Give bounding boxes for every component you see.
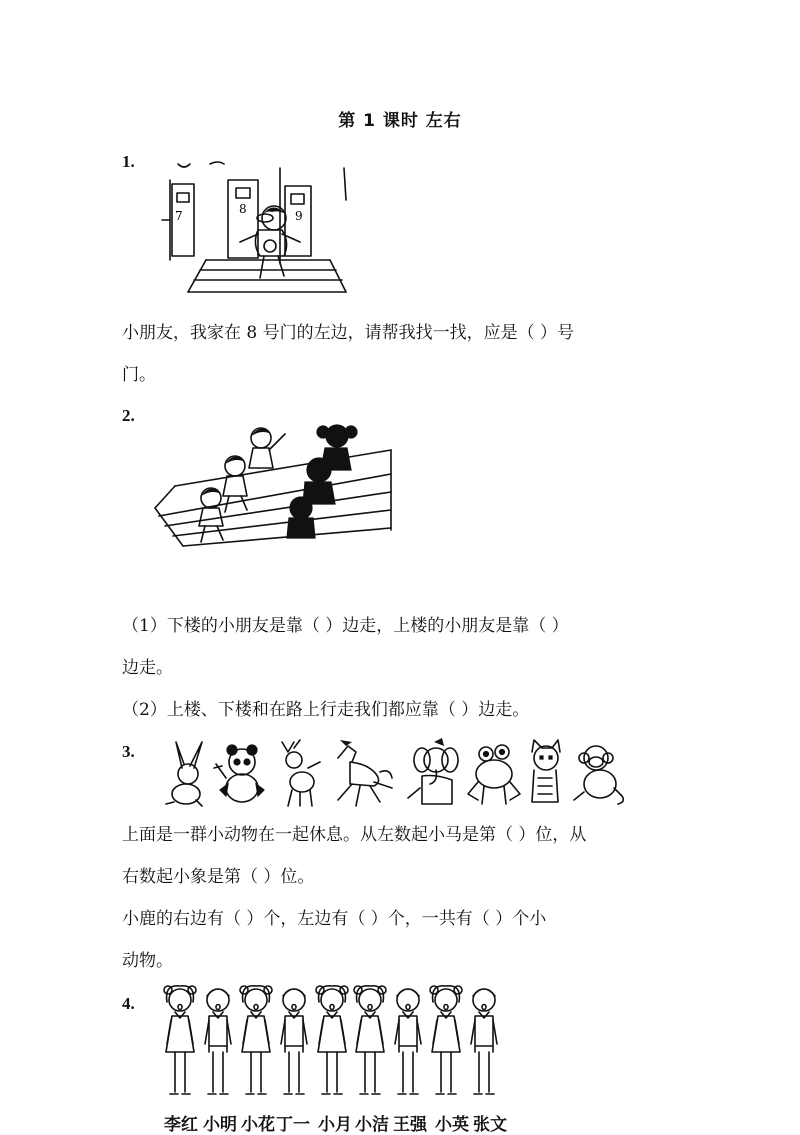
frog-icon [468, 745, 520, 804]
question-3-line1: 上面是一群小动物在一起休息。从左数起小马是第（ ）位，从 [122, 825, 587, 845]
child-figure [205, 989, 231, 1094]
question-1-text-line1: 小朋友，我家在 8 号门的左边，请帮我找一找，应是（ ）号 [122, 323, 575, 343]
child-figure [395, 989, 421, 1094]
child-name-xiao-yue: 小月 [318, 1115, 352, 1135]
deer-icon [282, 740, 320, 806]
hallway-doors-illustration [160, 160, 350, 296]
child-name-xiao-jie: 小洁 [355, 1115, 389, 1135]
question-4-number: 4. [122, 994, 135, 1013]
child-figure [471, 989, 497, 1094]
animals-row-illustration [160, 738, 630, 810]
child-name-wang-qiang: 王强 [393, 1115, 427, 1135]
child-figure [240, 986, 272, 1094]
child-name-li-hong: 李红 [164, 1115, 198, 1135]
door-number-7: 7 [175, 209, 183, 223]
panda-icon [214, 745, 264, 802]
question-2-part1-line2: 边走。 [122, 658, 173, 678]
staircase-children-illustration [155, 420, 395, 552]
page-title: 第 1 课时 左右 [338, 111, 462, 131]
elephant-icon [408, 738, 458, 804]
question-1-text-line2: 门。 [122, 365, 156, 385]
cat-icon [532, 740, 560, 802]
children-lineup-illustration [160, 980, 510, 1102]
question-3-line2: 右数起小象是第（ ）位。 [122, 867, 315, 887]
child-figure [164, 986, 196, 1094]
horse-icon [338, 740, 392, 806]
child-figure [281, 989, 307, 1094]
question-2-part1-line1: （1）下楼的小朋友是靠（ ）边走，上楼的小朋友是靠（ ） [122, 616, 569, 636]
child-figure [430, 986, 462, 1094]
door-number-9: 9 [295, 209, 303, 223]
child-name-xiao-ying: 小英 [435, 1115, 469, 1135]
question-3-line3: 小鹿的右边有（ ）个，左边有（ ）个，一共有（ ）个小 [122, 909, 547, 929]
child-figure [354, 986, 386, 1094]
rabbit-icon [166, 742, 202, 806]
child-name-xiao-hua: 小花 [241, 1115, 275, 1135]
child-name-xiao-ming: 小明 [203, 1115, 237, 1135]
question-2-number: 2. [122, 406, 135, 425]
question-2-part2: （2）上楼、下楼和在路上行走我们都应靠（ ）边走。 [122, 700, 530, 720]
door-number-8: 8 [239, 202, 247, 216]
question-3-number: 3. [122, 742, 135, 761]
child-figure [316, 986, 348, 1094]
question-3-line4: 动物。 [122, 951, 173, 971]
child-name-ding-yi: 丁一 [276, 1115, 310, 1135]
monkey-icon [574, 746, 623, 804]
question-1-number: 1. [122, 152, 135, 171]
child-name-zhang-wen: 张文 [473, 1115, 507, 1135]
